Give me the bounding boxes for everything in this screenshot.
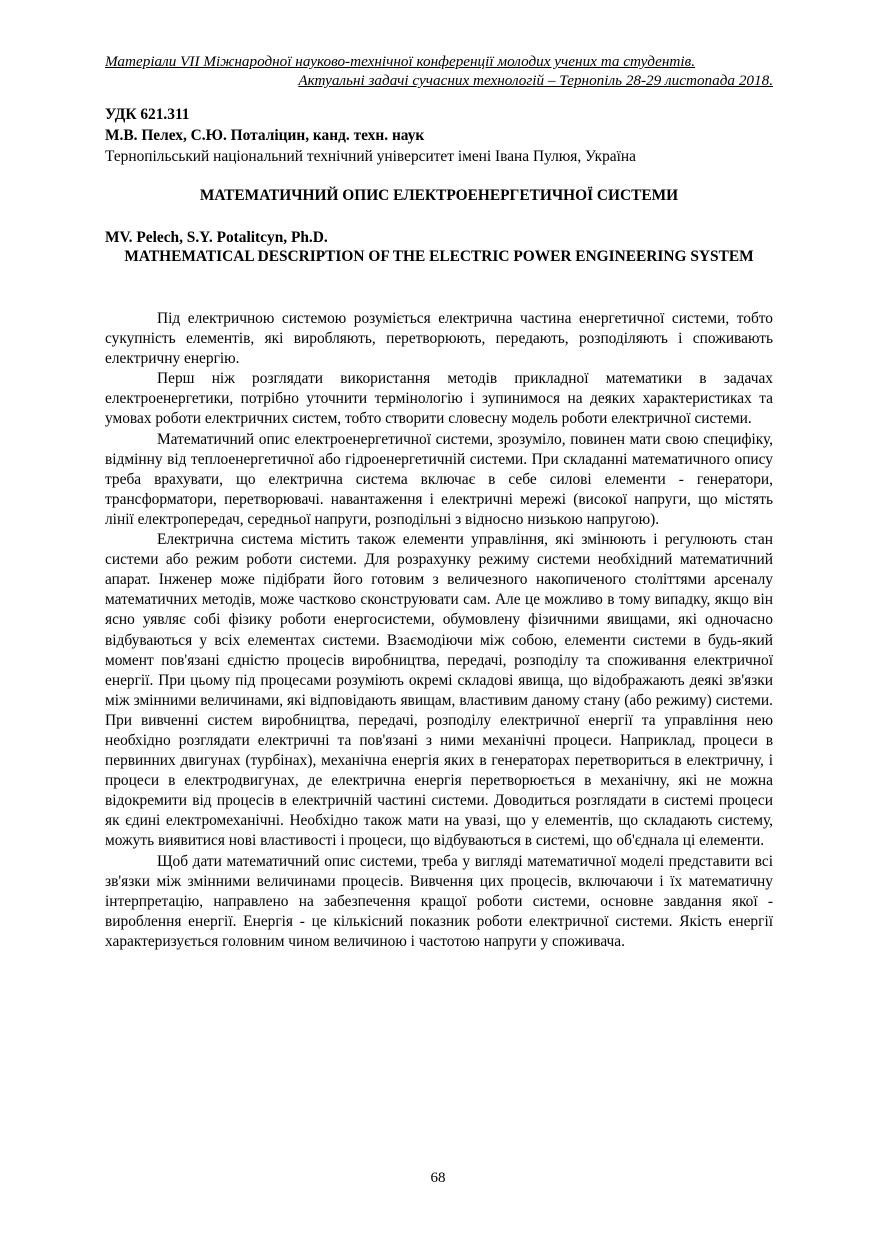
affiliation: Тернопільський національний технічний університет імені Івана Пулюя, Україна: [105, 148, 636, 165]
conference-header-line2: Актуальні задачі сучасних технологій – Тернопіль 28-29 листопада 2018.: [298, 72, 773, 89]
article-body: [105, 309, 773, 952]
paragraph: Перш ніж розглядати використання методів прикладної математики в задачах електроенергетики, потрібно уточнити термінологію і зупинимося на деяких характеристиках та умовах роботи електричних систем, тобто створити словесну модель роботи електричної системи.: [105, 370, 773, 428]
title-ua: МАТЕМАТИЧНИЙ ОПИС ЕЛЕКТРОЕНЕРГЕТИЧНОЇ СИСТЕМИ: [199, 187, 679, 204]
authors-ua: М.В. Пелех, С.Ю. Поталіцин, канд. техн. наук: [105, 127, 425, 144]
page-number: 68: [430, 1170, 446, 1186]
paragraph: Електрична система містить також елементи управління, які змінюють і регулюють стан системи або режим роботи системи. Для розрахунку режиму системи необхідний математичний апарат. Інженер може підібрати його готовим з величезного накопиченого століттями арсеналу математичних методів, може частково сконструювати сам. Але це можливо в тому випадку, якщо він ясно уявляє собі фізику роботи енергосистеми, обумовлену фізичними явищами, які одночасно відбуваються у всіх елементах системи. Взаємодіючи між собою, елементи системи в будь-який момент пов'язані єдністю процесів виробництва, передачі, розподілу та споживання електричної енергії. При цьому під процесами розуміють окремі складові явища, що відображають деякі зв'язки між змінними величинами, які відповідають явищам, властивим даному стану (або режиму) системи. При вивченні систем виробництва, передачі, розподілу електричної енергії та управління нею необхідно розглядати електричні та пов'язані з ними механічні процеси. Наприклад, процеси в первинних двигунах (турбінах), механічна енергія яких в генераторах перетвориться в електричну, і процеси в електродвигунах, де електрична енергія перетворюється в механічну, які не можна відокремити від процесів в електричній частині системи. Доводиться розглядати в системі процеси як єдині електромеханічні. Необхідно також мати на увазі, що у елементів, що складають систему, можуть виявитися нові властивості і процеси, що відбуваються в системі, що об'єднала ці елементи.: [105, 531, 773, 850]
title-en: MATHEMATICAL DESCRIPTION OF THE ELECTRIC POWER ENGINEERING SYSTEM: [124, 248, 754, 265]
authors-en: MV. Pelech, S.Y. Potalitcyn, Ph.D.: [105, 229, 328, 246]
conference-header-line1: Матеріали VII Міжнародної науково-технічної конференції молодих учених та студентів.: [105, 53, 695, 70]
udc-code: УДК 621.311: [105, 106, 190, 123]
paragraph: Щоб дати математичний опис системи, треба у вигляді математичної моделі представити всі зв'язки між змінними величинами процесів. Вивчення цих процесів, включаючи і їх математичну інтерпретацію, направлено на забезпечення кращої роботи системи, основне завдання якої - вироблення енергії. Енергія - це кількісний показник роботи електричної системи. Якість енергії характеризується головним чином величиною і частотою напруги у споживача.: [105, 852, 773, 950]
paragraph: Під електричною системою розуміється електрична частина енергетичної системи, тобто сукупність елементів, які виробляють, перетворюють, передають, розподіляють і споживають електричну енергію.: [105, 310, 773, 368]
paragraph: Математичний опис електроенергетичної системи, зрозуміло, повинен мати свою специфіку, відмінну від теплоенергетичної або гідроенергетичній системи. При складанні математичного опису треба врахувати, що електрична система включає в себе силові елементи - генератори, трансформатори, перетворювачі. навантаження і електричні мережі (високої напруги, що містять лінії електропередач, середньої напруги, розподільні з відносно низькою напругою).: [105, 430, 773, 528]
